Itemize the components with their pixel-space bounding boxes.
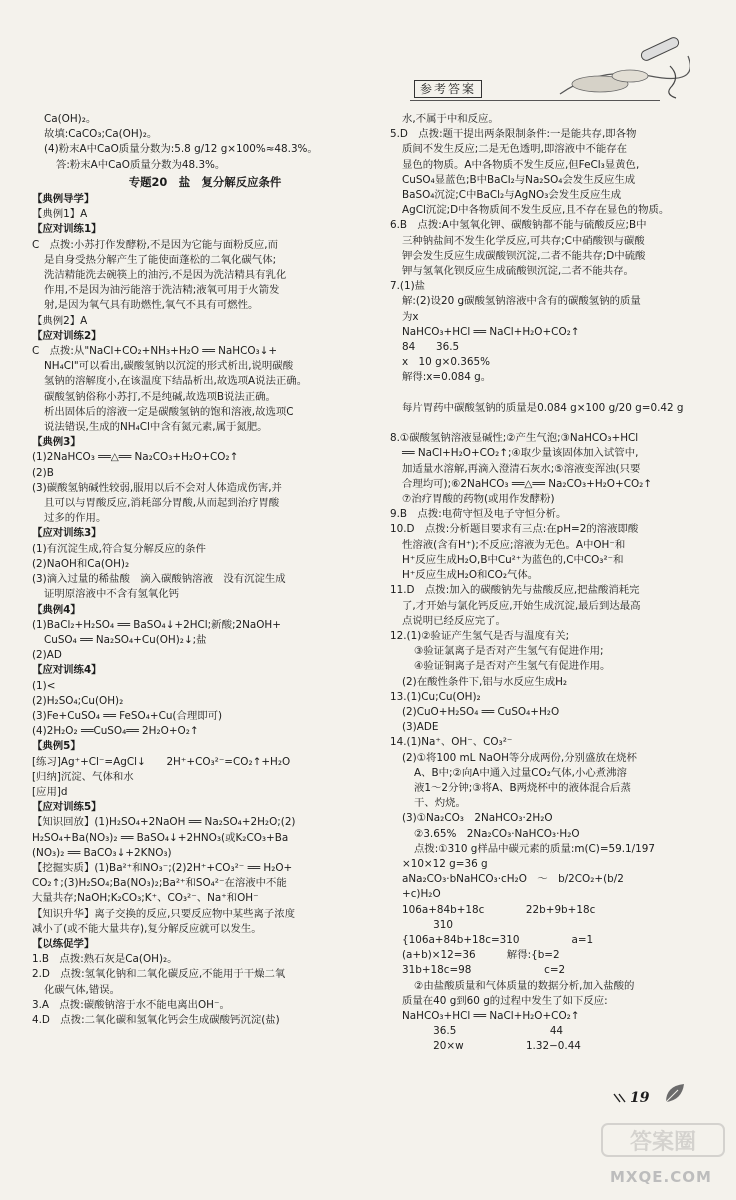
right-text-line: 11.D 点拨:加入的碳酸钠先与盐酸反应,把盐酸消耗完 [390,584,640,597]
right-text-line: 12.(1)②验证产生氢气是否与温度有关; [390,629,570,642]
left-text-line: 答:粉末A中CaO质量分数为48.3%。 [56,158,226,171]
right-text-line: 14.(1)Na⁺、OH⁻、CO₃²⁻ [390,736,513,749]
right-text-line: AgCl沉淀;D中各物质间不发生反应,且不存在显色的物质。 [402,204,670,217]
right-text-line: aNa₂CO₃·bNaHCO₃·cH₂O ～ b/2CO₂+(b/2 [402,873,624,886]
right-text-line: ②3.65% 2Na₂CO₃·NaHCO₃·H₂O [414,827,580,840]
right-text-line: (2)①将100 mL NaOH等分成两份,分别盛放在烧杯 [402,751,637,764]
page-number: 19 [630,1090,650,1106]
right-text-line: 水,不属于中和反应。 [402,113,499,125]
right-text-line: 9.B 点拨:电荷守恒及电子守恒分析。 [390,508,567,521]
left-text-line: C 点拨:从"NaCl+CO₂+NH₃+H₂O ══ NaHCO₃↓+ [32,345,278,358]
right-text-line: NaHCO₃+HCl ══ NaCl+H₂O+CO₂↑ [402,325,580,338]
leaf-icon [662,1080,688,1106]
left-text-line: 析出固体后的溶液一定是碳酸氢钠的饱和溶液,故选项C [44,405,294,418]
right-text-line: 6.B 点拨:A中氢氧化钾、碳酸钠都不能与硫酸反应;B中 [390,219,647,232]
right-text-line: A、B中;②向A中通入过量CO₂气体,小心煮沸溶 [414,766,627,779]
right-text-line: 31b+18c=98 c=2 [402,964,566,977]
right-text-line: 显色的物质。A中各物质不发生反应,但FeCl₃显黄色, [402,158,640,171]
left-text-line: 碳酸氢钠俗称小苏打,不是纯碱,故选项B说法正确。 [44,390,276,403]
left-text-line: 且可以与胃酸反应,消耗部分胃酸,从而起到治疗胃酸 [44,497,280,510]
watermark-url: MXQE.COM [610,1168,712,1186]
right-text-line: 13.(1)Cu;Cu(OH)₂ [390,690,481,703]
left-text-line: 【典例2】A [32,314,88,327]
left-text-line: 【挖掘实质】(1)Ba²⁺和NO₃⁻;(2)2H⁺+CO₃²⁻ ══ H₂O+ [32,861,293,874]
left-text-line: C 点拨:小苏打作发酵粉,不是因为它能与面粉反应,而 [32,238,278,251]
left-text-line: (4)粉末A中CaO质量分数为:5.8 g/12 g×100%≈48.3%。 [44,143,318,156]
page-number-lines-icon [612,1092,628,1104]
left-text-line: 是自身受热分解产生了能使面蓬松的二氧化碳气体; [44,253,277,266]
left-text-line: (1)有沉淀生成,符合复分解反应的条件 [32,542,206,555]
left-text-line: 4.D 点拨:二氧化碳和氢氧化钙会生成碳酸钙沉淀(盐) [32,1013,280,1026]
right-text-line: 20×w 1.32−0.44 [402,1040,581,1053]
right-text-line: H⁺反应生成H₂O和CO₂气体。 [402,569,539,582]
left-text-line: 【典例5】 [32,740,81,753]
left-text-line: 专题20 盐 复分解反应条件 [128,174,282,189]
left-text-line: 减小了(或不能大量共存),复分解反应就可以发生。 [32,922,262,935]
left-text-line: (2)B [32,466,54,479]
right-text-line: (3)ADE [402,721,439,734]
left-column [32,112,378,1028]
right-text-line [390,416,710,431]
left-text-line: (3)碳酸氢钠碱性较弱,服用以后不会对人体造成伤害,并 [32,481,282,494]
left-text-line: CuSO₄ ══ Na₂SO₄+Cu(OH)₂↓;盐 [44,633,207,646]
watermark-logo-text: 答案圈 [629,1130,697,1155]
left-text-line: 说法错误,生成的NH₄Cl中含有氮元素,属于氮肥。 [44,421,268,434]
left-text-line: (3)滴入过量的稀盐酸 滴入碳酸钠溶液 没有沉淀生成 [32,573,286,586]
watermark-logo [600,1120,726,1160]
right-text-line: 了,才开始与氯化钙反应,开始生成沉淀,最后到达最高 [402,599,641,612]
right-text-line: ③验证氯离子是否对产生氢气有促进作用; [414,645,604,658]
right-text-line: (2)CuO+H₂SO₄ ══ CuSO₄+H₂O [402,705,560,718]
right-text-line: ②由盐酸质量和气体质量的数据分析,加入盐酸的 [414,979,635,992]
right-text-line: 三种钠盐间不发生化学反应,可共存;C中硝酸钡与碳酸 [402,234,645,247]
left-text-line: CO₂↑;(3)H₂SO₄;Ba(NO₃)₂;Ba²⁺和SO₄²⁻在溶液中不能 [32,877,287,890]
right-text-line: 8.①碳酸氢钠溶液显碱性;②产生气泡;③NaHCO₃+HCl [390,432,639,445]
right-text-line: ×10×12 g=36 g [402,857,488,870]
left-text-line: (NO₃)₂ ══ BaCO₃↓+2KNO₃) [32,846,172,859]
right-text-line: 5.D 点拨:题干提出两条限制条件:一是能共存,即各物 [390,128,637,141]
left-text-line: H₂SO₄+Ba(NO₃)₂ ══ BaSO₄↓+2HNO₃(或K₂CO₃+Ba [32,831,289,844]
right-text-line: {106a+84b+18c=310 a=1 [402,933,594,946]
left-text-line: 大量共存;NaOH;K₂CO₃;K⁺、CO₃²⁻、Na⁺和OH⁻ [32,892,259,905]
left-text-line: 【应对训练2】 [32,329,102,342]
left-text-line: 2.D 点拨:氢氧化钠和二氧化碳反应,不能用于干燥二氧 [32,968,286,981]
left-text-line: 氢钠的溶解度小,在该温度下结晶析出,故选项A说法正确。 [44,375,308,388]
left-text-line: (2)AD [32,649,62,662]
left-text-line: 【典例导学】 [32,193,95,206]
right-text-line: 钾会发生反应生成碳酸钡沉淀,二者不能共存;D中硫酸 [402,249,646,262]
right-text-line: 106a+84b+18c 22b+9b+18c [402,903,596,916]
right-text-line: 点说明已经反应完了。 [402,614,506,627]
right-text-line: 解:(2)设20 g碳酸氢钠溶液中含有的碳酸氢钠的质量 [402,295,641,308]
left-text-line: 【以练促学】 [32,937,95,950]
right-text-line [390,386,710,401]
right-text-line: 质量在40 g到60 g的过程中发生了如下反应: [402,994,608,1007]
right-text-line: 每片胃药中碳酸氢钠的质量是0.084 g×100 g/20 g=0.42 g [402,401,684,414]
right-text-line: 合理均可);⑥2NaHCO₃ ══△══ Na₂CO₃+H₂O+CO₂↑ [402,477,652,490]
left-text-line: 【应对训练5】 [32,801,102,814]
right-text-line: x 10 g×0.365% [402,356,490,369]
header-label: 参考答案 [414,80,482,98]
left-text-line: (3)Fe+CuSO₄ ══ FeSO₄+Cu(合理即可) [32,709,223,722]
left-text-line: 【应对训练3】 [32,527,102,540]
left-text-line: 3.A 点拨:碳酸钠溶于水不能电离出OH⁻。 [32,998,230,1011]
right-text-line: 点拨:①310 g样品中碳元素的质量:m(C)=59.1/197 [414,842,656,855]
right-text-line: 性溶液(含有H⁺);不反应;溶液为无色。A中OH⁻和 [402,538,626,551]
right-text-line: 84 36.5 [402,341,460,354]
left-text-line: (1)BaCl₂+H₂SO₄ ══ BaSO₄↓+2HCl;新酸;2NaOH+ [32,618,281,631]
right-text-line: CuSO₄显蓝色;B中BaCl₂与Na₂SO₄会发生反应生成 [402,173,636,186]
left-text-line: 【应对训练1】 [32,223,102,236]
right-text-line: +c)H₂O [402,888,441,901]
right-text-line: 10.D 点拨:分析题目要求有三点:在pH=2的溶液即酸 [390,523,639,536]
right-text-line: ══ NaCl+H₂O+CO₂↑;④取少量该固体加入试管中, [402,447,639,460]
left-text-line: Ca(OH)₂。 [44,113,97,125]
left-text-line: 射,是因为氧气具有助燃性,氧气不具有可燃性。 [44,299,259,312]
left-text-line: 故填:CaCO₃;Ca(OH)₂。 [44,128,158,141]
right-text-line: BaSO₄沉淀;C中BaCl₂与AgNO₃会发生反应生成 [402,189,622,202]
right-text-line: 解得:x=0.084 g。 [402,371,492,384]
right-text-line: 310 [402,918,454,931]
right-text-line: 为x [402,310,419,323]
right-text-line: 加适量水溶解,再滴入澄清石灰水;⑤溶液变浑浊(只要 [402,462,641,475]
left-text-line: NH₄Cl"可以看出,碳酸氢钠以沉淀的形式析出,说明碳酸 [44,360,294,373]
left-text-line: [应用]d [32,785,68,798]
right-text-line: 干、灼烧。 [414,797,466,810]
left-text-line: 【应对训练4】 [32,664,102,677]
left-text-line: 【知识回放】(1)H₂SO₄+2NaOH ══ Na₂SO₄+2H₂O;(2) [32,816,296,829]
left-text-line: (1)2NaHCO₃ ══△══ Na₂CO₃+H₂O+CO₂↑ [32,451,239,464]
left-text-line: (2)H₂SO₄;Cu(OH)₂ [32,694,124,707]
right-text-line: (3)①Na₂CO₃ 2NaHCO₃·2H₂O [402,812,553,825]
right-text-line: (a+b)×12=36 解得:{b=2 [402,949,560,962]
left-text-line: 过多的作用。 [44,512,107,525]
left-text-line: 【典例3】 [32,436,81,449]
right-text-line: ⑦治疗胃酸的药物(或用作发酵粉) [402,493,555,506]
right-column [390,112,710,1055]
left-text-line: [归纳]沉淀、气体和水 [32,770,134,783]
right-text-line: 质间不发生反应;二是无色透明,即溶液中不能存在 [402,143,628,156]
right-text-line: 7.(1)盐 [390,280,426,293]
right-text-line: 36.5 44 [402,1025,564,1038]
right-text-line: NaHCO₃+HCl ══ NaCl+H₂O+CO₂↑ [402,1009,580,1022]
left-text-line: 【典例4】 [32,603,81,616]
left-text-line: [练习]Ag⁺+Cl⁻=AgCl↓ 2H⁺+CO₃²⁻=CO₂↑+H₂O [32,755,291,768]
left-text-line: 洗洁精能洗去碗筷上的油污,不是因为洗洁精具有乳化 [44,269,287,282]
right-text-line: 钾与氢氧化钡反应生成硫酸钡沉淀,二者不能共存。 [402,265,634,278]
left-text-line: 【典例1】A [32,208,88,221]
left-text-line: 1.B 点拨:熟石灰是Ca(OH)₂。 [32,953,178,966]
right-text-line: H⁺反应生成H₂O,B中Cu²⁺为蓝色的,C中CO₃²⁻和 [402,553,624,566]
left-text-line: (2)NaOH和Ca(OH)₂ [32,557,130,570]
left-text-line: 证明原溶液中不含有氢氧化钙 [44,588,180,601]
left-text-line: (4)2H₂O₂ ══CuSO₄══ 2H₂O+O₂↑ [32,725,199,738]
left-text-line: (1)< [32,679,56,692]
left-text-line: 化碳气体,错误。 [44,983,121,996]
right-text-line: (2)在酸性条件下,铝与水反应生成H₂ [402,675,568,688]
right-text-line: ④验证铜离子是否对产生氢气有促进作用。 [414,660,611,673]
left-text-line: 作用,不是因为油污能溶于洗洁精;液氧可用于火箭发 [44,284,280,297]
left-text-line: 【知识升华】离子交换的反应,只要反应物中某些离子浓度 [32,907,296,920]
right-text-line: 液1～2分钟;③将A、B两烧杯中的液体混合后蒸 [414,781,631,794]
